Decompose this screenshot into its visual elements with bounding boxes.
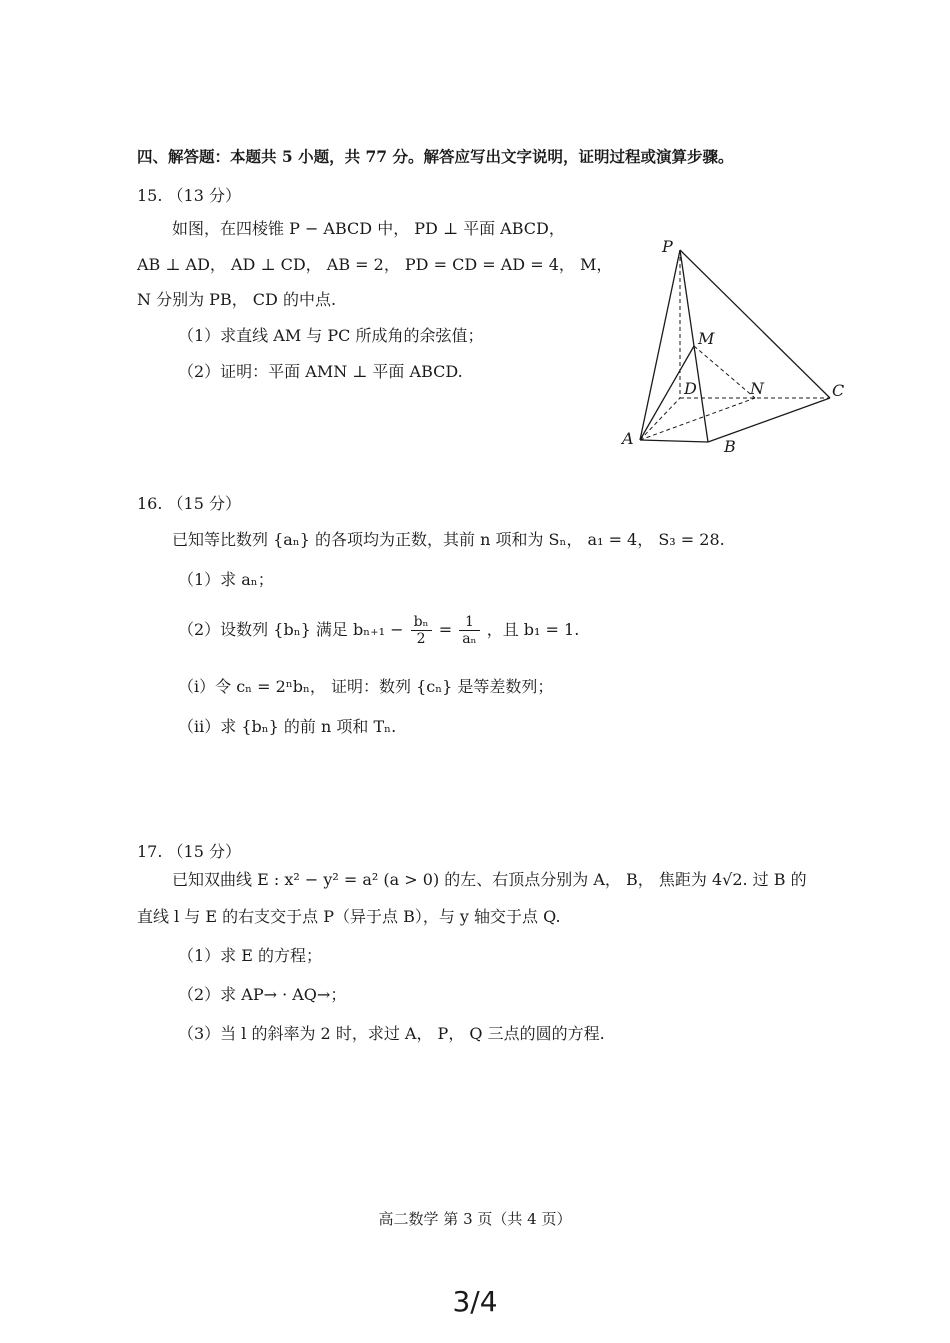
q16-part2-i: （i）令 cₙ = 2ⁿbₙ， 证明：数列 {cₙ} 是等差数列； <box>178 677 554 696</box>
q16-part2 <box>178 612 579 648</box>
label-N: N <box>750 379 764 398</box>
edge-BC <box>708 398 830 442</box>
page-footer: 高二数学 第 3 页（共 4 页） <box>378 1210 572 1228</box>
q17-stem-line2: 直线 l 与 E 的右支交于点 P（异于点 B），与 y 轴交于点 Q. <box>137 907 561 926</box>
q17-number: 17. <box>137 842 163 861</box>
page-indicator: 3/4 <box>452 1285 498 1318</box>
q17-score: （15 分） <box>167 842 241 861</box>
q15-score: （13 分） <box>167 186 241 205</box>
label-P: P <box>662 237 673 256</box>
segment-AN <box>640 398 755 440</box>
q17-part1: （1）求 E 的方程； <box>178 946 323 965</box>
q17-header <box>137 842 241 862</box>
q15-part2: （2）证明：平面 AMN ⊥ 平面 ABCD. <box>178 362 463 381</box>
q15-header <box>137 186 241 206</box>
q16-part2-equals: = <box>438 620 453 639</box>
q16-part2-suffix: ，且 b₁ = 1. <box>486 620 580 639</box>
edge-PA <box>640 250 680 440</box>
q17-part2: （2）求 AP→ · AQ→； <box>178 985 347 1004</box>
q16-part1: （1）求 aₙ； <box>178 570 274 589</box>
label-B: B <box>724 437 736 456</box>
q16-frac2-numerator: 1 <box>459 614 479 631</box>
q16-header <box>137 494 241 514</box>
q16-frac2-denominator: aₙ <box>462 631 477 647</box>
label-C: C <box>832 381 845 400</box>
q16-frac1-denominator: 2 <box>416 631 426 647</box>
q15-stem-line1: 如图，在四棱锥 P − ABCD 中， PD ⊥ 平面 ABCD， <box>172 219 565 238</box>
q16-fraction-bn-over-2 <box>411 614 432 647</box>
q17-part3: （3）当 l 的斜率为 2 时，求过 A， P， Q 三点的圆的方程. <box>178 1024 605 1043</box>
q16-fraction-1-over-an <box>459 614 479 647</box>
q16-part2-ii: （ii）求 {bₙ} 的前 n 项和 Tₙ. <box>178 717 397 736</box>
label-A: A <box>622 429 634 448</box>
label-M: M <box>698 329 715 348</box>
q17-stem-line1: 已知双曲线 E : x² − y² = a² (a > 0) 的左、右顶点分别为 A， B， 焦距为 4√2. 过 B 的 <box>172 870 807 889</box>
edge-AB <box>640 440 708 442</box>
q15-part1: （1）求直线 AM 与 PC 所成角的余弦值； <box>178 326 484 345</box>
edge-PC <box>680 250 830 398</box>
q15-number: 15. <box>137 186 163 205</box>
pyramid-figure <box>612 232 852 462</box>
q16-stem: 已知等比数列 {aₙ} 的各项均为正数，其前 n 项和为 Sₙ， a₁ = 4， S₃ = 28. <box>172 530 725 549</box>
q16-part2-prefix: （2）设数列 {bₙ} 满足 bₙ₊₁ − <box>178 620 404 639</box>
q16-frac1-numerator: bₙ <box>411 614 432 631</box>
label-D: D <box>684 379 697 398</box>
q15-stem-line3: N 分别为 PB， CD 的中点. <box>137 290 337 309</box>
segment-MN <box>694 346 755 398</box>
q16-number: 16. <box>137 494 163 513</box>
q16-score: （15 分） <box>167 494 241 513</box>
q15-stem-line2: AB ⊥ AD， AD ⊥ CD， AB = 2， PD = CD = AD = 4， M， <box>137 255 613 274</box>
section-heading: 四、解答题：本题共 5 小题，共 77 分。解答应写出文字说明，证明过程或演算步骤。 <box>137 147 734 166</box>
